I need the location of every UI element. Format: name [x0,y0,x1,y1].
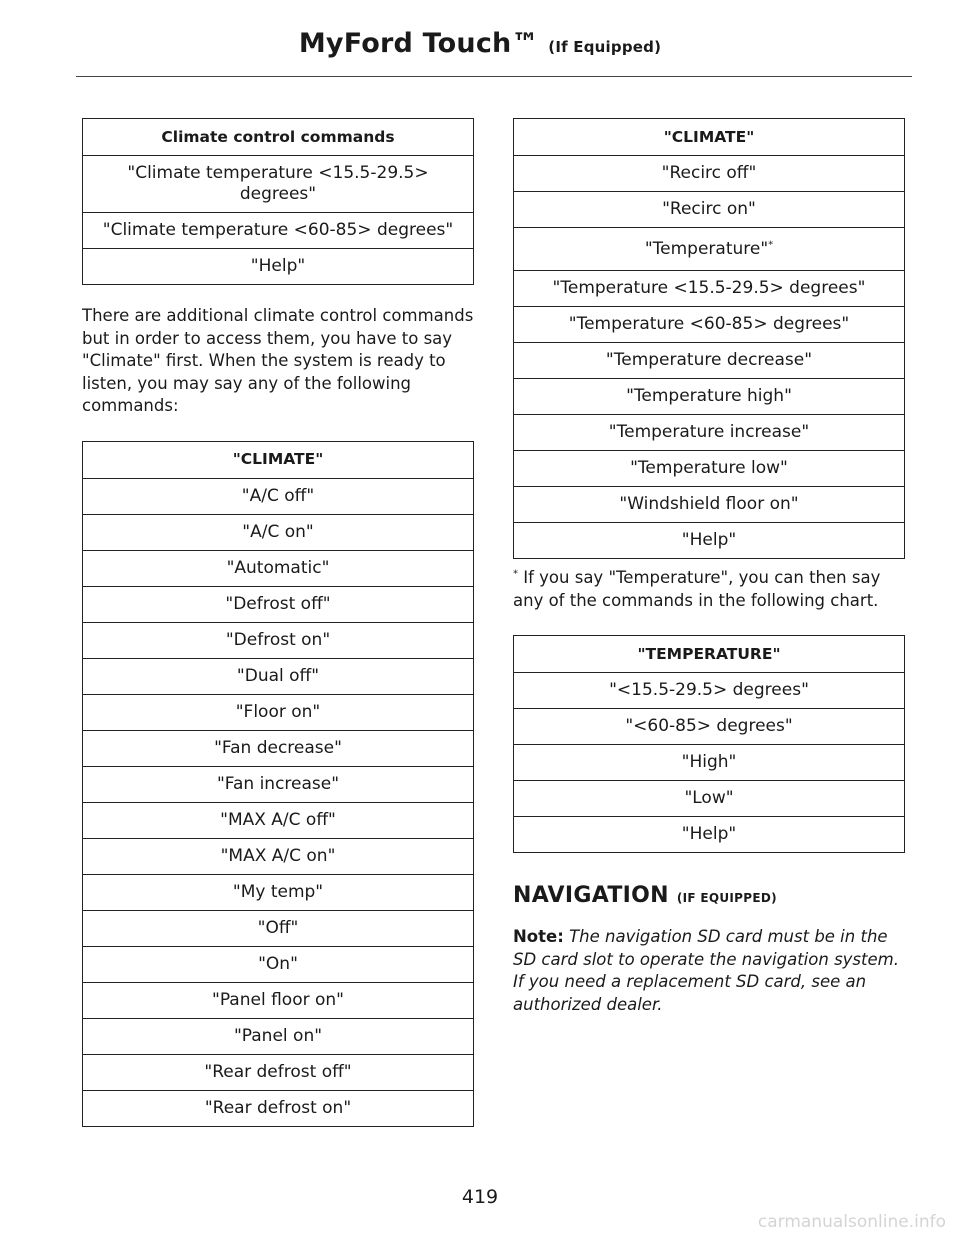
table-row: "Rear defrost on" [83,1090,474,1126]
table-row: "MAX A/C on" [83,838,474,874]
table-row: "Temperature <60-85> degrees" [514,307,905,343]
climate-voice-commands-table-continued [513,118,905,559]
table-row: "Fan decrease" [83,730,474,766]
temperature-command-text: "Temperature" [644,238,769,259]
navigation-note [513,926,905,1016]
navigation-heading-text: NAVIGATION [513,883,669,908]
table-row: "Fan increase" [83,766,474,802]
note-label: Note: [513,927,564,946]
table-row: "Temperature <15.5-29.5> degrees" [514,271,905,307]
table-row [514,228,905,271]
table-row: "MAX A/C off" [83,802,474,838]
table-row: "Help" [514,523,905,559]
table-row: "Windshield floor on" [514,487,905,523]
table-row: "Off" [83,910,474,946]
table-heading: "CLIMATE" [514,119,905,156]
table-heading: Climate control commands [83,119,474,156]
table-row: "Help" [514,817,905,853]
header-divider [76,76,912,77]
table-row: "<60-85> degrees" [514,709,905,745]
page-number: 419 [461,1186,499,1208]
climate-intro-paragraph: There are additional climate control commands but in order to access them, you have to say "Climate" first. When the system is ready to listen, you may say any of the following commands: [82,306,474,415]
temperature-commands-table [513,635,905,853]
table-row: "Automatic" [83,550,474,586]
table-row: "Climate temperature <15.5-29.5> degrees" [83,156,474,213]
temperature-footnote [513,567,905,612]
right-column [513,118,905,1016]
table-row: "Recirc off" [514,156,905,192]
table-row: "Rear defrost off" [83,1054,474,1090]
table-row: "Defrost on" [83,622,474,658]
table-row: "Recirc on" [514,192,905,228]
header-title-text: MyFord Touch™ [298,28,539,59]
note-text: The navigation SD card must be in the SD card slot to operate the navigation system. If you need a replacement SD card, see an authorized dealer. [513,927,899,1014]
table-row: "A/C on" [83,514,474,550]
footnote-text: If you say "Temperature", you can then say any of the commands in the following chart. [513,568,881,610]
table-row: "Dual off" [83,658,474,694]
table-row: "Climate temperature <60-85> degrees" [83,213,474,249]
table-row: "Temperature increase" [514,415,905,451]
table-row: "A/C off" [83,478,474,514]
header-title-suffix: (If Equipped) [548,38,662,56]
footnote-marker: * [768,238,774,250]
table-heading: "CLIMATE" [83,441,474,478]
climate-control-commands-table [82,118,474,285]
navigation-heading-suffix: (IF EQUIPPED) [676,891,777,905]
table-row: "My temp" [83,874,474,910]
table-row: "Help" [83,249,474,285]
table-row: "On" [83,946,474,982]
table-row: "High" [514,745,905,781]
table-row: "Panel on" [83,1018,474,1054]
table-row: "Floor on" [83,694,474,730]
page-header-title [0,28,960,59]
climate-voice-commands-table [82,441,474,1127]
table-row: "Low" [514,781,905,817]
table-row: "Defrost off" [83,586,474,622]
table-row: "Panel floor on" [83,982,474,1018]
table-row: "Temperature low" [514,451,905,487]
left-column [82,118,474,1127]
site-watermark: carmanualsonline.info [757,1212,946,1232]
table-row: "<15.5-29.5> degrees" [514,673,905,709]
footnote-marker: * [513,568,518,580]
navigation-section-heading [513,883,905,908]
table-heading: "TEMPERATURE" [514,636,905,673]
table-row: "Temperature high" [514,379,905,415]
table-row: "Temperature decrease" [514,343,905,379]
